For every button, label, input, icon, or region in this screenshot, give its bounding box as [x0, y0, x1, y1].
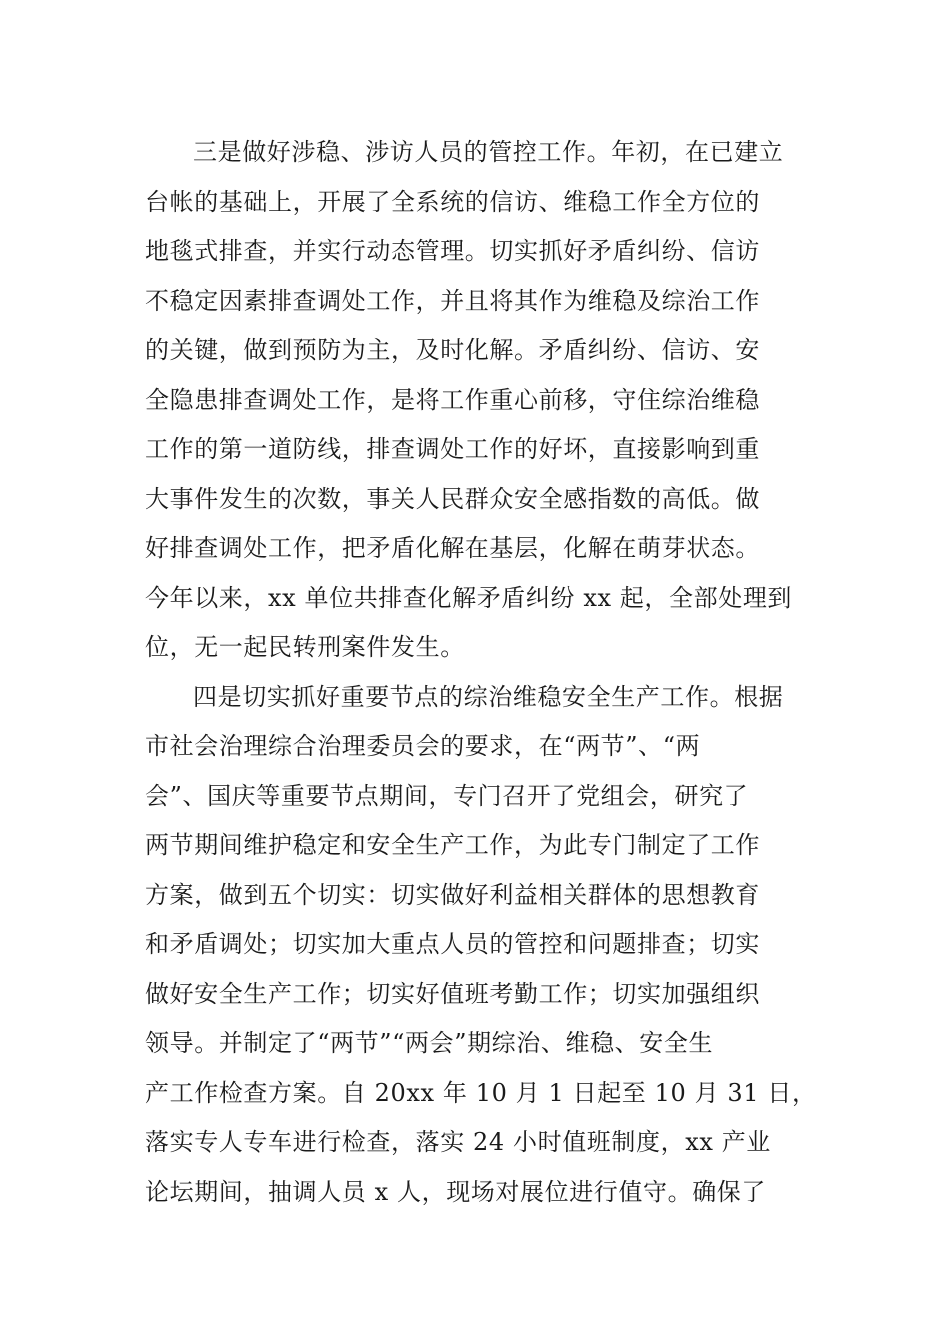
text-line: 领导。并制定了“两节”“两会”期综治、维稳、安全生	[145, 1029, 714, 1057]
text-line: 产工作检查方案。自 20xx 年 10 月 1 日起至 10 月 31 日，	[145, 1078, 817, 1107]
text-line: 落实专人专车进行检查，落实 24 小时值班制度，xx 产业	[145, 1128, 771, 1156]
document-body	[145, 128, 817, 1217]
text-line: 今年以来，xx 单位共排查化解矛盾纠纷 xx 起，全部处理到	[145, 583, 793, 612]
text-line: 好排查调处工作，把矛盾化解在基层，化解在萌芽状态。	[145, 534, 760, 562]
text-line: 不稳定因素排查调处工作，并且将其作为维稳及综治工作	[145, 286, 760, 315]
text-line: 地毯式排查，并实行动态管理。切实抓好矛盾纠纷、信访	[145, 237, 760, 265]
text-line: 两节期间维护稳定和安全生产工作，为此专门制定了工作	[145, 831, 760, 859]
text-line: 做好安全生产工作；切实好值班考勤工作；切实加强组织	[145, 979, 760, 1008]
text-line: 方案，做到五个切实：切实做好利益相关群体的思想教育	[145, 880, 760, 909]
paragraph-4	[145, 673, 817, 1218]
text-line: 四是切实抓好重要节点的综治维稳安全生产工作。根据	[193, 682, 784, 711]
text-line: 工作的第一道防线，排查调处工作的好坏，直接影响到重	[145, 435, 760, 463]
text-line: 会”、国庆等重要节点期间，专门召开了党组会，研究了	[145, 781, 749, 810]
text-line: 和矛盾调处；切实加大重点人员的管控和问题排查；切实	[145, 930, 760, 958]
text-line: 市社会治理综合治理委员会的要求，在“两节”、“两	[145, 732, 701, 760]
text-line: 论坛期间，抽调人员 x 人，现场对展位进行值守。确保了	[145, 1177, 766, 1206]
text-line: 台帐的基础上，开展了全系统的信访、维稳工作全方位的	[145, 187, 760, 216]
paragraph-3	[145, 128, 810, 673]
text-line: 位，无一起民转刑案件发生。	[145, 633, 465, 661]
text-line: 全隐患排查调处工作，是将工作重心前移，守住综治维稳	[145, 385, 760, 414]
text-line: 大事件发生的次数，事关人民群众安全感指数的高低。做	[145, 484, 760, 513]
text-line: 的关键，做到预防为主，及时化解。矛盾纠纷、信访、安	[145, 336, 760, 364]
text-line: 三是做好涉稳、涉访人员的管控工作。年初，在已建立	[193, 138, 784, 166]
